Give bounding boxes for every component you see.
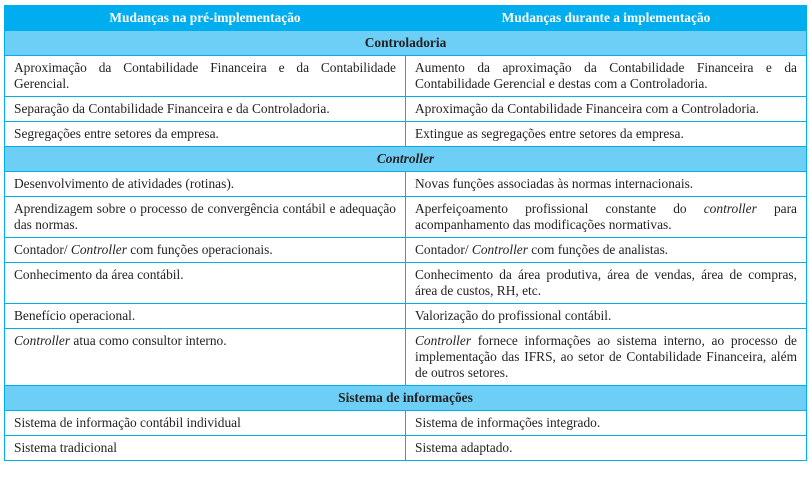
cell-pre-implementation (5, 263, 406, 304)
cell-text: Sistema de informações integrado. (415, 415, 601, 430)
cell-text: Sistema adaptado. (415, 440, 513, 455)
header-row (5, 6, 807, 31)
cell-during-implementation (406, 304, 807, 329)
cell-during-implementation (406, 56, 807, 97)
cell-text: Conhecimento da área contábil. (14, 267, 184, 282)
table-row (5, 436, 807, 461)
cell-pre-implementation (5, 56, 406, 97)
cell-text: Contador/ (14, 242, 71, 257)
cell-text: Aumento da aproximação da Contabilidade Financeira e da Contabilidade Gerencial e destas com a Controladoria. (415, 60, 797, 91)
cell-pre-implementation (5, 122, 406, 147)
cell-during-implementation (406, 263, 807, 304)
cell-during-implementation (406, 436, 807, 461)
section-title: Sistema de informações (5, 386, 807, 411)
cell-during-implementation (406, 122, 807, 147)
cell-pre-implementation (5, 197, 406, 238)
table-row (5, 329, 807, 386)
cell-text: Contador/ (415, 242, 472, 257)
italic-term: Controller (415, 333, 472, 348)
cell-text: Sistema de informação contábil individual (14, 415, 241, 430)
italic-term: Controller (471, 242, 528, 257)
cell-text: para acompanhamento das modificações normativas. (415, 201, 797, 232)
table-row (5, 238, 807, 263)
cell-text: Separação da Contabilidade Financeira e da Controladoria. (14, 101, 330, 116)
cell-text: Benefício operacional. (14, 308, 136, 323)
section-title: Controller (5, 147, 807, 172)
cell-during-implementation (406, 97, 807, 122)
cell-text: Desenvolvimento de atividades (rotinas). (14, 176, 235, 191)
cell-text: Segregações entre setores da empresa. (14, 126, 219, 141)
cell-text: atua como consultor interno. (70, 333, 227, 348)
cell-pre-implementation (5, 436, 406, 461)
cell-text: Aprendizagem sobre o processo de convergência contábil e adequação das normas. (14, 201, 396, 232)
cell-text: Valorização do profissional contábil. (415, 308, 612, 323)
cell-text: Aproximação da Contabilidade Financeira e da Contabilidade Gerencial. (14, 60, 396, 91)
table-row (5, 172, 807, 197)
header-during-implementation: Mudanças durante a implementação (406, 6, 807, 31)
cell-text: fornece informações ao sistema interno, ao processo de implementação das IFRS, ao setor de Contabilidade Financeira, além de outros setores. (415, 333, 797, 380)
cell-text: Aproximação da Contabilidade Financeira com a Controladoria. (415, 101, 759, 116)
table-row (5, 411, 807, 436)
section-title: Controladoria (5, 31, 807, 56)
cell-text: Novas funções associadas às normas internacionais. (415, 176, 694, 191)
italic-term: Controller (70, 242, 127, 257)
cell-text: Conhecimento da área produtiva, área de vendas, área de compras, área de custos, RH, etc. (415, 267, 797, 298)
cell-pre-implementation (5, 238, 406, 263)
italic-term: Controller (14, 333, 71, 348)
section-row (5, 386, 807, 411)
header-pre-implementation: Mudanças na pré-implementação (5, 6, 406, 31)
table-row (5, 304, 807, 329)
cell-during-implementation (406, 197, 807, 238)
italic-term: controller (703, 201, 757, 216)
section-row (5, 147, 807, 172)
table-body (5, 31, 807, 461)
cell-text: com funções operacionais. (126, 242, 273, 257)
cell-text: com funções de analistas. (527, 242, 669, 257)
table-row (5, 197, 807, 238)
cell-during-implementation (406, 329, 807, 386)
table-row (5, 97, 807, 122)
cell-during-implementation (406, 238, 807, 263)
cell-pre-implementation (5, 172, 406, 197)
comparison-table (4, 5, 807, 461)
cell-during-implementation (406, 411, 807, 436)
cell-pre-implementation (5, 411, 406, 436)
cell-pre-implementation (5, 304, 406, 329)
cell-pre-implementation (5, 97, 406, 122)
section-row (5, 31, 807, 56)
cell-text: Extingue as segregações entre setores da empresa. (415, 126, 684, 141)
table-row (5, 56, 807, 97)
cell-pre-implementation (5, 329, 406, 386)
cell-during-implementation (406, 172, 807, 197)
cell-text: Sistema tradicional (14, 440, 118, 455)
table-row (5, 263, 807, 304)
table-row (5, 122, 807, 147)
cell-text: Aperfeiçoamento profissional constante do (415, 201, 704, 216)
